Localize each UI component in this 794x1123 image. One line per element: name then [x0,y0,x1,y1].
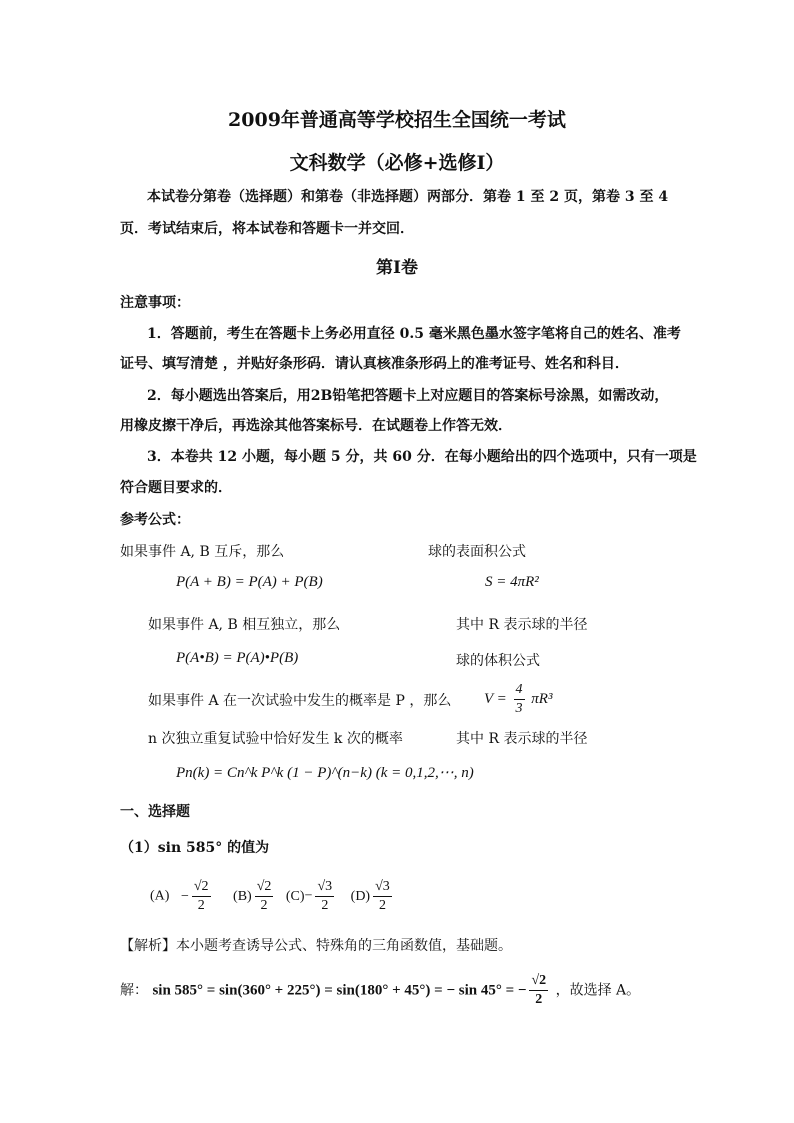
solution-fraction [529,972,548,1009]
option-a-num: √2 [192,878,211,897]
solution-suffix: ，故选择 A。 [555,982,641,999]
note-1-line-1: 1．答题前，考生在答题卡上务必用直径 0.5 毫米黑色墨水签字笔将自己的姓名、准考 [147,326,681,342]
formulas-heading: 参考公式： [120,512,190,528]
note-3-line-2: 符合题目要求的． [120,480,232,496]
solution-line [120,972,640,1009]
notes-heading: 注意事项： [120,295,190,311]
solution-fraction-den: 2 [535,992,543,1007]
formula-right-2-text: 其中 R 表示球的半径 [456,617,588,633]
volume-eq-prefix: V = [484,690,507,707]
solution-fraction-num: √2 [529,972,548,991]
question-1: （1）sin 585° 的值为 [120,840,270,856]
formula-2-equation: P(A•B) = P(A)•P(B) [176,650,299,666]
formula-4-equation: Pn(k) = Cn^k P^k (1 − P)^(n−k) (k = 0,1,2,⋯, n) [176,765,474,781]
question-1-options [150,878,395,915]
option-c-label: (C) [285,888,305,904]
formula-right-1-equation: S = 4πR² [485,574,539,590]
formula-right-4-equation [484,681,552,718]
option-b-fraction [255,878,274,915]
option-d-label: (D) [350,888,371,904]
formula-2-text: 如果事件 A, B 相互独立，那么 [148,617,341,633]
volume-fraction [514,681,525,718]
note-2-line-1: 2．每小题选出答案后，用2B铅笔把答题卡上对应题目的答案标号涂黑，如需改动， [147,388,669,404]
volume-fraction-num: 4 [514,681,525,700]
option-d-den: 2 [378,898,386,913]
formula-4-text: n 次独立重复试验中恰好发生 k 次的概率 [148,731,403,747]
formula-right-5-text: 其中 R 表示球的半径 [456,731,588,747]
volume-label: 第Ⅰ卷 [376,258,418,278]
option-c-fraction [315,878,334,915]
formula-1-equation: P(A + B) = P(A) + P(B) [176,574,323,590]
formula-1-text: 如果事件 A, B 互斥，那么 [120,544,285,560]
option-c-num: √3 [315,878,334,897]
analysis-text: 【解析】本小题考查诱导公式、特殊角的三角函数值，基础题。 [120,938,512,954]
volume-fraction-den: 3 [515,701,523,716]
page-title: 2009年普通高等学校招生全国统一考试 [228,109,566,131]
formula-right-1-text: 球的表面积公式 [428,544,526,560]
option-a-den: 2 [197,898,205,913]
solution-equation: sin 585° = sin(360° + 225°) = sin(180° + 45°) = − sin 45° = − [152,982,527,999]
note-2-line-2: 用橡皮擦干净后，再选涂其他答案标号．在试题卷上作答无效． [120,418,512,434]
intro-line-1: 本试卷分第卷（选择题）和第卷（非选择题）两部分．第卷 1 至 2 页，第卷 3 至 4 [147,189,669,205]
section-heading: 一、选择题 [120,804,190,820]
note-1-line-2: 证号、填写清楚 ，并贴好条形码．请认真核准条形码上的准考证号、姓名和科目． [120,356,629,372]
volume-eq-suffix: πR³ [531,690,553,707]
option-a-fraction [192,878,211,915]
option-b-num: √2 [255,878,274,897]
formula-right-3-text: 球的体积公式 [456,653,540,669]
option-a-label: (A) [150,888,170,904]
intro-line-2: 页．考试结束后，将本试卷和答题卡一并交回． [120,221,414,237]
solution-prefix: 解： [120,982,148,999]
option-c-sign: − [304,888,313,904]
note-3-line-1: 3．本卷共 12 小题，每小题 5 分，共 60 分．在每小题给出的四个选项中，只有一项是 [147,449,697,465]
option-c-den: 2 [321,898,329,913]
option-b-label: (B) [233,888,252,904]
option-d-num: √3 [373,878,392,897]
option-d-fraction [373,878,392,915]
option-b-den: 2 [260,898,268,913]
page-subtitle: 文科数学（必修+选修Ⅰ） [289,152,505,174]
option-a-sign: − [180,888,189,904]
formula-3-text: 如果事件 A 在一次试验中发生的概率是 P ，那么 [148,693,452,709]
